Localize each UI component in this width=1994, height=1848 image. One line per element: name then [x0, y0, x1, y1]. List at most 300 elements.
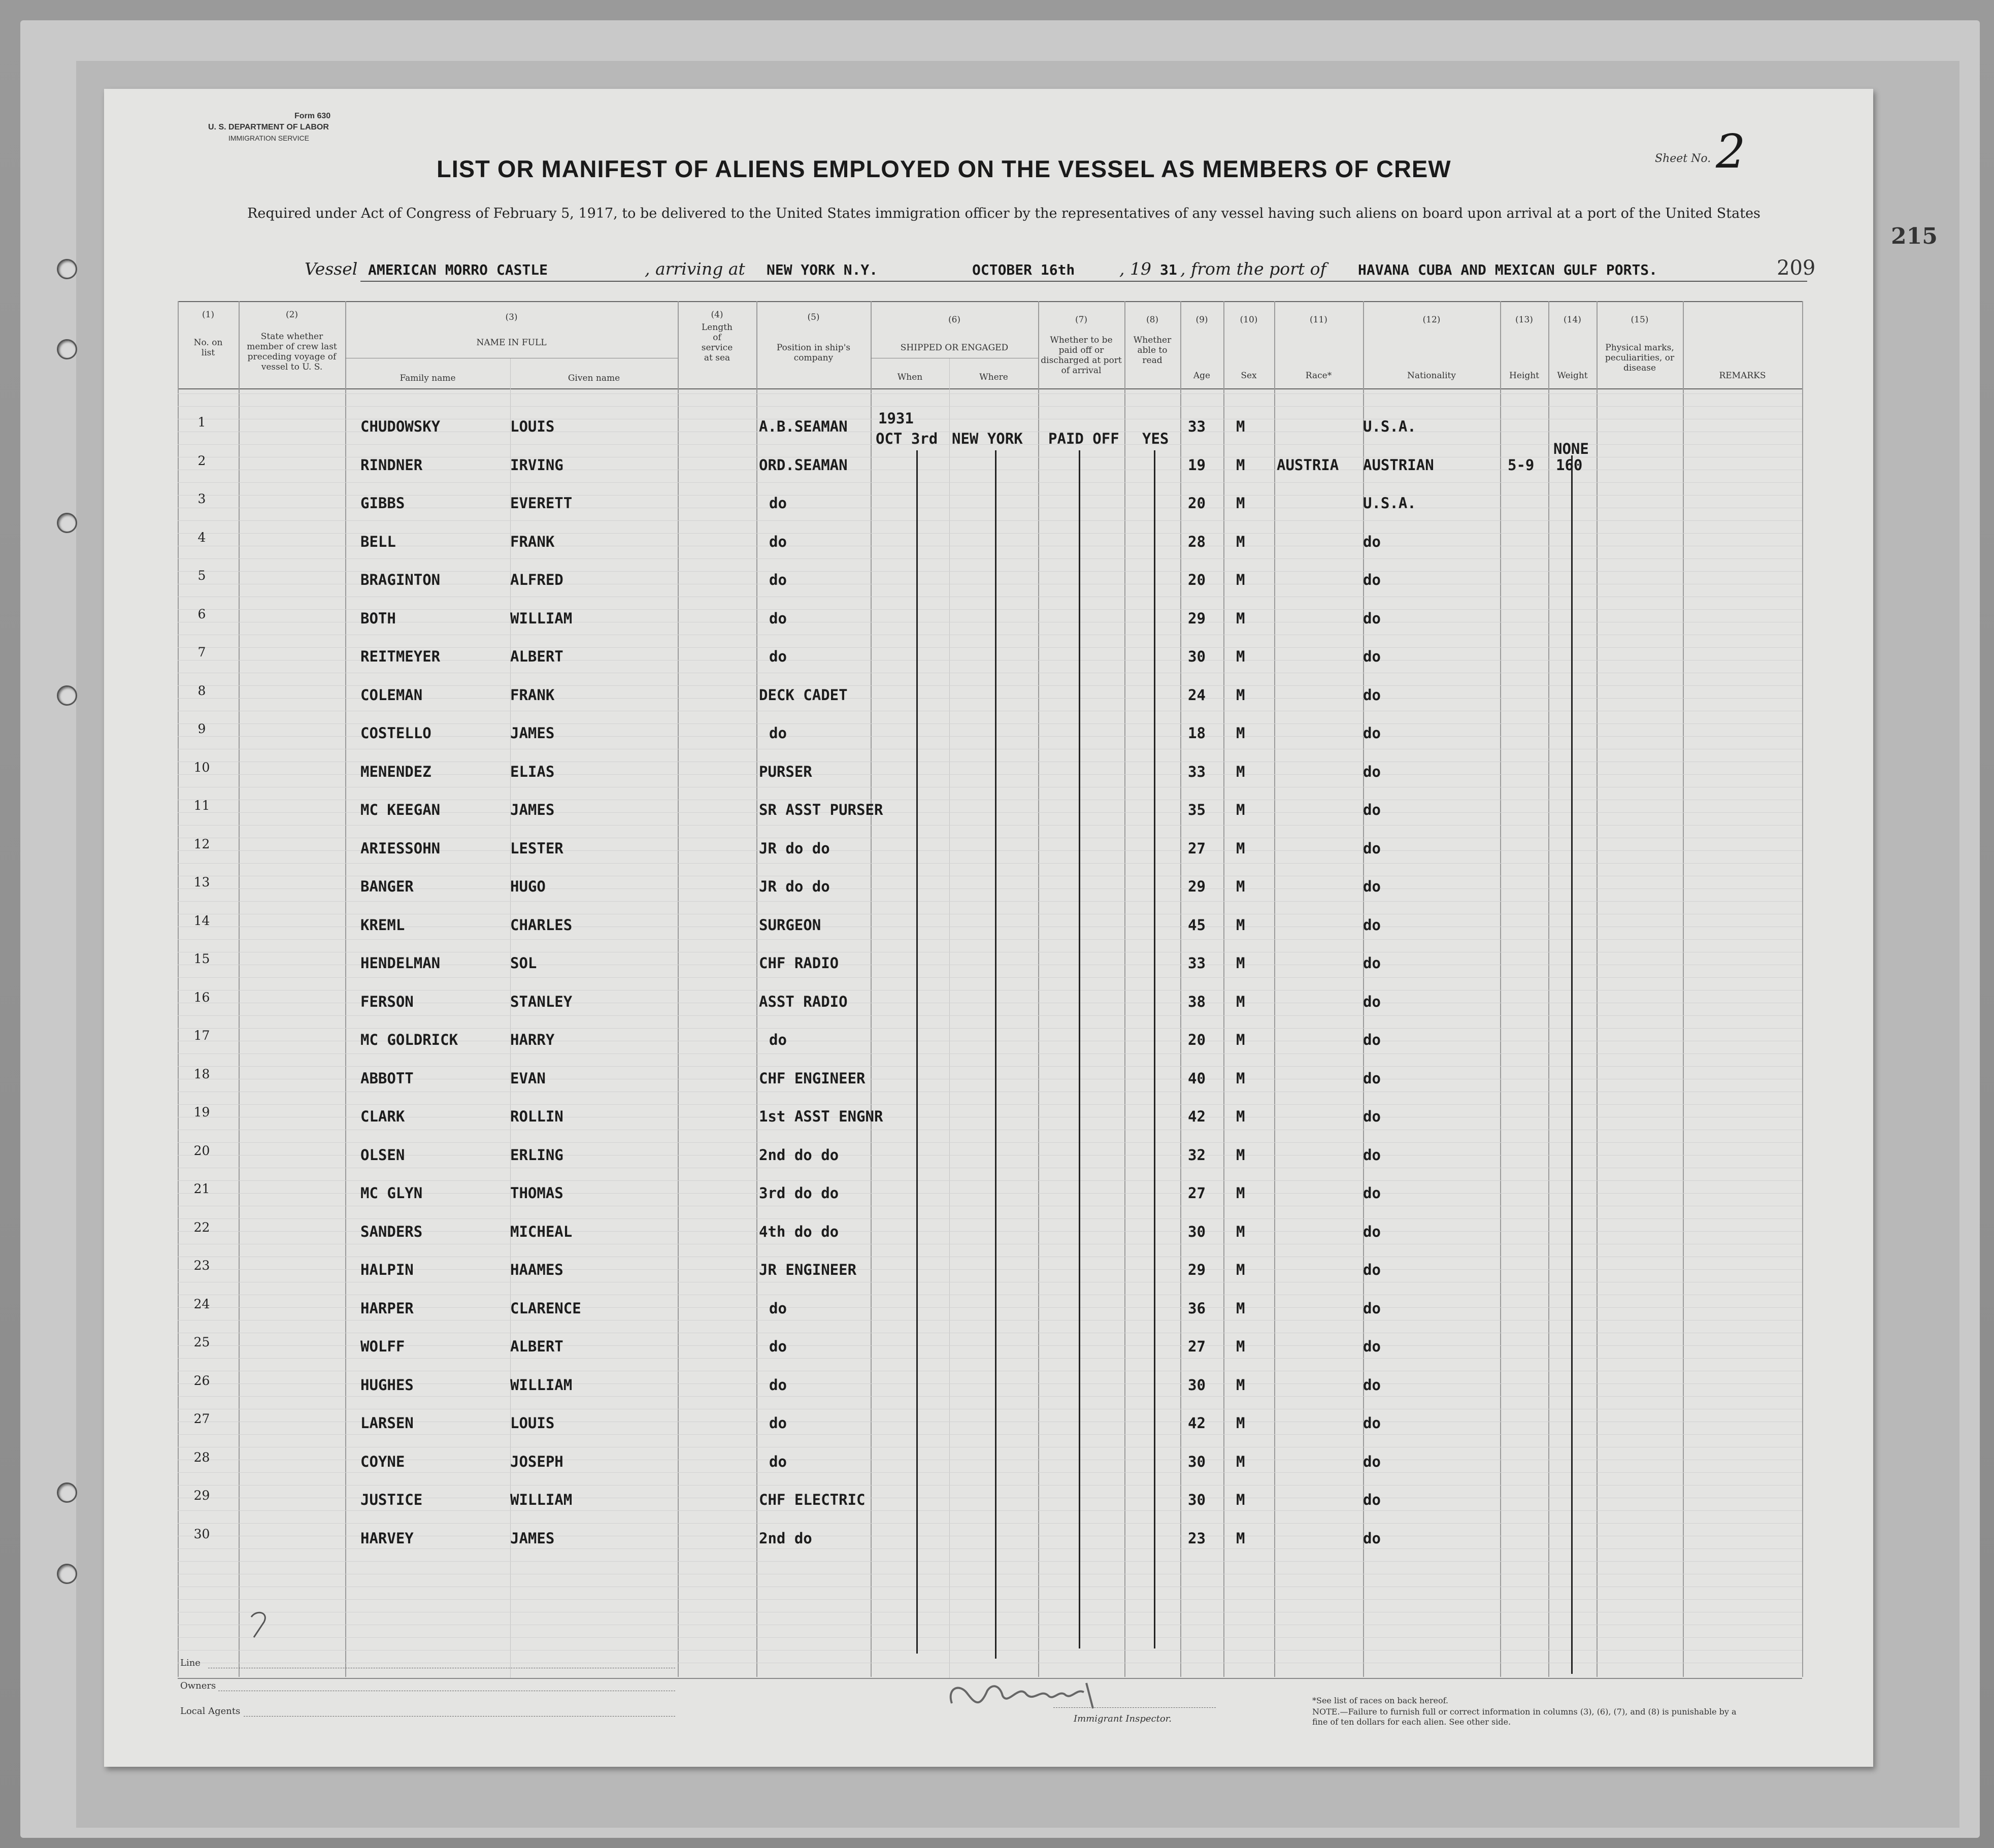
given-name: CLARENCE: [510, 1299, 581, 1317]
family-name: CHUDOWSKY: [360, 418, 441, 435]
family-name: WOLFF: [360, 1338, 405, 1355]
page-title: LIST OR MANIFEST OF ALIENS EMPLOYED ON THE VESSEL AS MEMBERS OF CREW: [437, 155, 1451, 182]
family-name: KREML: [360, 916, 405, 934]
nationality: do: [1363, 839, 1381, 857]
given-name: FRANK: [510, 686, 555, 704]
sex: M: [1236, 609, 1245, 627]
family-name: ABBOTT: [360, 1069, 414, 1087]
family-name: LARSEN: [360, 1414, 414, 1432]
nationality: do: [1363, 993, 1381, 1010]
sex: M: [1236, 916, 1245, 934]
given-name: WILLIAM: [510, 1491, 573, 1508]
position: do: [769, 1031, 787, 1048]
nationality: do: [1363, 954, 1381, 972]
sex: M: [1236, 1108, 1245, 1125]
col14-label: Weight: [1557, 371, 1588, 381]
col15-num: (15): [1631, 315, 1649, 325]
position: do: [769, 571, 787, 588]
row-number: 25: [193, 1335, 210, 1349]
col10-label: Sex: [1241, 371, 1257, 381]
table-row: [104, 950, 1873, 989]
col5-label: Position in ship's company: [776, 343, 851, 363]
col3-label: NAME IN FULL: [476, 338, 547, 348]
sex: M: [1236, 954, 1245, 972]
sex: M: [1236, 1299, 1245, 1317]
row-number: 28: [193, 1449, 210, 1465]
family-name: HENDELMAN: [360, 954, 441, 972]
row-number: 7: [197, 645, 206, 659]
row-number: 14: [193, 913, 210, 928]
table-row: [104, 567, 1873, 606]
table-row: [104, 644, 1873, 682]
sex: M: [1236, 839, 1245, 857]
nationality: do: [1363, 801, 1381, 818]
sex: M: [1236, 801, 1245, 818]
position: do: [769, 494, 787, 512]
arrival-date: OCTOBER 16th: [972, 261, 1075, 278]
shipped-year: 1931: [878, 410, 914, 427]
ledger-line: [178, 393, 1802, 394]
sex: M: [1236, 686, 1245, 704]
nationality: do: [1363, 1453, 1381, 1470]
position: do: [769, 724, 787, 742]
age: 20: [1188, 1031, 1206, 1048]
row-number: 8: [197, 683, 206, 698]
position: A.B.SEAMAN: [759, 418, 848, 435]
ledger-line: [178, 1650, 1802, 1651]
position: 2nd do: [759, 1529, 812, 1547]
family-name: HUGHES: [360, 1376, 414, 1394]
col10-num: (10): [1240, 315, 1258, 325]
table-row: [104, 720, 1873, 759]
nationality: do: [1363, 1146, 1381, 1164]
sex: M: [1236, 1223, 1245, 1240]
age: 36: [1188, 1299, 1206, 1317]
age: 24: [1188, 686, 1206, 704]
punch-hole: [57, 685, 77, 706]
sheet-number: 2: [1716, 124, 1746, 179]
given-name: CHARLES: [510, 916, 573, 934]
age: 27: [1188, 839, 1206, 857]
given-name: JAMES: [510, 1529, 555, 1547]
col15-label: Physical marks, peculiarities, or disease: [1605, 343, 1675, 373]
row-number: 12: [193, 836, 210, 851]
table-row: [104, 1487, 1873, 1526]
manifest-page: [104, 89, 1873, 1767]
table-row: [104, 1410, 1873, 1449]
table-row: [104, 1372, 1873, 1411]
position: do: [769, 1414, 787, 1432]
given-name: ALBERT: [510, 1338, 563, 1355]
family-name: HARPER: [360, 1299, 414, 1317]
col2-num: (2): [285, 310, 298, 320]
col12-num: (12): [1422, 315, 1441, 325]
row-number: 22: [193, 1219, 210, 1235]
position: CHF RADIO: [759, 954, 839, 972]
department-label: U. S. DEPARTMENT OF LABOR: [208, 123, 329, 131]
nationality: AUSTRIAN: [1363, 456, 1434, 474]
shipped-when: OCT 3rd: [876, 430, 938, 447]
nationality: U.S.A.: [1363, 418, 1416, 435]
col16-label: REMARKS: [1719, 371, 1766, 381]
table-row: [104, 1449, 1873, 1488]
row-number: 18: [193, 1066, 210, 1081]
age: 30: [1188, 1376, 1206, 1394]
table-row: [104, 1526, 1873, 1564]
row-number: 17: [193, 1028, 210, 1043]
sex: M: [1236, 1453, 1245, 1470]
col3-family: Family name: [400, 373, 456, 383]
col4-num: (4): [711, 310, 723, 320]
given-name: LOUIS: [510, 1414, 555, 1432]
from-label: , from the port of: [1180, 259, 1326, 279]
position: DECK CADET: [759, 686, 848, 704]
row-number: 3: [197, 491, 206, 506]
family-name: MC GOLDRICK: [360, 1031, 458, 1048]
given-name: WILLIAM: [510, 1376, 573, 1394]
table-row: [104, 797, 1873, 836]
nationality: do: [1363, 1031, 1381, 1048]
given-name: MICHEAL: [510, 1223, 573, 1240]
col7-label: Whether to be paid off or discharged at port of arrival: [1041, 335, 1122, 376]
given-name: EVAN: [510, 1069, 546, 1087]
sex: M: [1236, 494, 1245, 512]
age: 30: [1188, 1491, 1206, 1508]
age: 40: [1188, 1069, 1206, 1087]
col8-num: (8): [1146, 315, 1159, 325]
sex: M: [1236, 1414, 1245, 1432]
col5-num: (5): [807, 312, 820, 322]
position: JR do do: [759, 878, 830, 895]
sex: M: [1236, 533, 1245, 550]
sex: M: [1236, 1031, 1245, 1048]
vessel-underline: [360, 281, 1807, 282]
given-name: ALBERT: [510, 648, 563, 665]
col9-num: (9): [1195, 315, 1208, 325]
sex: M: [1236, 1338, 1245, 1355]
weight: 160: [1556, 456, 1583, 474]
table-row: [104, 1180, 1873, 1219]
sex: M: [1236, 571, 1245, 588]
family-name: BOTH: [360, 609, 396, 627]
col2-label: State whether member of crew last preceding voyage of vessel to U. S.: [247, 332, 337, 372]
arrival-port: NEW YORK N.Y.: [767, 261, 878, 278]
age: 18: [1188, 724, 1206, 742]
nationality: do: [1363, 1529, 1381, 1547]
table-row: [104, 836, 1873, 874]
nationality: do: [1363, 686, 1381, 704]
position: do: [769, 1338, 787, 1355]
table-row: [104, 759, 1873, 798]
age: 45: [1188, 916, 1206, 934]
col4-label: Length of service at sea: [701, 322, 733, 363]
position: 2nd do do: [759, 1146, 839, 1164]
row-number: 9: [197, 721, 206, 736]
age: 23: [1188, 1529, 1206, 1547]
arriving-label: , arriving at: [645, 259, 745, 279]
ledger-line: [178, 1637, 1802, 1638]
penalty-note: NOTE.—Failure to furnish full or correct information in columns (3), (6), (7), and (8) is punishable by a fine of ten dollars for each alien. See other side.: [1312, 1707, 1737, 1727]
nationality: do: [1363, 1184, 1381, 1202]
sex: M: [1236, 1184, 1245, 1202]
col12-label: Nationality: [1407, 371, 1456, 381]
col6-when: When: [897, 372, 923, 382]
service-label: IMMIGRATION SERVICE: [228, 134, 309, 142]
able-to-read: YES: [1142, 430, 1169, 447]
position: do: [769, 648, 787, 665]
row-number: 13: [193, 875, 210, 889]
given-name: ROLLIN: [510, 1108, 563, 1125]
family-name: BANGER: [360, 878, 414, 895]
given-name: LOUIS: [510, 418, 555, 435]
nationality: do: [1363, 1338, 1381, 1355]
row-number: 10: [193, 760, 210, 775]
age: 27: [1188, 1338, 1206, 1355]
position: SR ASST PURSER: [759, 801, 883, 818]
sex: M: [1236, 1261, 1245, 1278]
given-name: HAAMES: [510, 1261, 563, 1278]
row-number: 4: [197, 530, 206, 545]
age: 20: [1188, 571, 1206, 588]
nationality: do: [1363, 1261, 1381, 1278]
age: 29: [1188, 609, 1206, 627]
table-row: [104, 490, 1873, 529]
position: 4th do do: [759, 1223, 839, 1240]
col11-num: (11): [1310, 315, 1327, 325]
age: 28: [1188, 533, 1206, 550]
row-number: 15: [193, 951, 210, 966]
table-row: [104, 1334, 1873, 1372]
col13-label: Height: [1509, 371, 1539, 381]
given-name: EVERETT: [510, 494, 573, 512]
family-name: COLEMAN: [360, 686, 423, 704]
position: ASST RADIO: [759, 993, 848, 1010]
departure-port: HAVANA CUBA AND MEXICAN GULF PORTS.: [1358, 261, 1658, 278]
sex: M: [1236, 1069, 1245, 1087]
family-name: COSTELLO: [360, 724, 431, 742]
position: do: [769, 1453, 787, 1470]
sex: M: [1236, 878, 1245, 895]
position: 1st ASST ENGNR: [759, 1108, 883, 1125]
family-name: COYNE: [360, 1453, 405, 1470]
col14-num: (14): [1564, 315, 1581, 325]
family-name: MC KEEGAN: [360, 801, 441, 818]
owners-label: Owners: [180, 1680, 216, 1691]
table-row: [104, 912, 1873, 951]
nationality: do: [1363, 878, 1381, 895]
position: do: [769, 1376, 787, 1394]
col6-label: SHIPPED OR ENGAGED: [900, 343, 1009, 353]
family-name: MC GLYN: [360, 1184, 423, 1202]
table-row: [104, 1257, 1873, 1296]
family-name: RINDNER: [360, 456, 423, 474]
position: JR ENGINEER: [759, 1261, 857, 1278]
nationality: do: [1363, 1376, 1381, 1394]
year-prefix: , 19: [1119, 259, 1151, 279]
position: do: [769, 1299, 787, 1317]
nationality: do: [1363, 1491, 1381, 1508]
position: 3rd do do: [759, 1184, 839, 1202]
sex: M: [1236, 1491, 1245, 1508]
header-rule: [178, 388, 1802, 389]
col6-where: Where: [979, 372, 1008, 382]
given-name: IRVING: [510, 456, 563, 474]
ledger-line: [178, 406, 1802, 407]
sheet-label: Sheet No.: [1655, 152, 1711, 165]
age: 29: [1188, 878, 1206, 895]
family-name: BRAGINTON: [360, 571, 441, 588]
punch-hole: [57, 339, 77, 359]
nationality: do: [1363, 724, 1381, 742]
col1-num: (1): [202, 310, 215, 320]
nationality: do: [1363, 533, 1381, 550]
given-name: STANLEY: [510, 993, 573, 1010]
row-number: 11: [193, 798, 210, 813]
table-row: [104, 989, 1873, 1028]
nationality: do: [1363, 1108, 1381, 1125]
table-row: [104, 1104, 1873, 1142]
col7-num: (7): [1075, 315, 1088, 325]
punch-hole: [57, 1564, 77, 1584]
table-row: [104, 1219, 1873, 1258]
ledger-line: [178, 1599, 1802, 1600]
age: 30: [1188, 1223, 1206, 1240]
given-name: LESTER: [510, 839, 563, 857]
row-number: 26: [193, 1373, 210, 1388]
punch-hole: [57, 1482, 77, 1503]
given-name: HARRY: [510, 1031, 555, 1048]
sex: M: [1236, 724, 1245, 742]
row-number: 20: [193, 1143, 210, 1158]
given-name: ELIAS: [510, 763, 555, 780]
table-row: [104, 682, 1873, 721]
given-name: JOSEPH: [510, 1453, 563, 1470]
row-number: 23: [193, 1258, 210, 1273]
age: 33: [1188, 763, 1206, 780]
row-number: 5: [197, 568, 206, 583]
nationality: U.S.A.: [1363, 494, 1416, 512]
position: CHF ENGINEER: [759, 1069, 866, 1087]
age: 38: [1188, 993, 1206, 1010]
arrival-year: 31: [1160, 261, 1177, 278]
col3-num: (3): [505, 312, 518, 322]
position: do: [769, 609, 787, 627]
family-name: OLSEN: [360, 1146, 405, 1164]
age: 27: [1188, 1184, 1206, 1202]
position: PURSER: [759, 763, 812, 780]
col6-num: (6): [948, 315, 961, 325]
row-number: 30: [193, 1526, 210, 1541]
row-number: 19: [193, 1105, 210, 1119]
sex: M: [1236, 456, 1245, 474]
punch-hole: [57, 259, 77, 279]
agents-label: Local Agents: [180, 1706, 241, 1717]
nationality: do: [1363, 609, 1381, 627]
col1-label: No. on list: [193, 338, 223, 358]
age: 33: [1188, 418, 1206, 435]
agents-rule: [244, 1716, 675, 1717]
physical-marks: NONE: [1553, 440, 1589, 457]
sex: M: [1236, 648, 1245, 665]
age: 42: [1188, 1108, 1206, 1125]
family-name: BELL: [360, 533, 396, 550]
vessel-label: Vessel: [305, 259, 358, 279]
family-name: MENENDEZ: [360, 763, 431, 780]
table-row: [104, 414, 1873, 452]
given-name: WILLIAM: [510, 609, 573, 627]
given-name: JAMES: [510, 801, 555, 818]
given-name: SOL: [510, 954, 537, 972]
family-name: HALPIN: [360, 1261, 414, 1278]
age: 32: [1188, 1146, 1206, 1164]
position: ORD.SEAMAN: [759, 456, 848, 474]
table-row: [104, 529, 1873, 568]
table-row: [104, 452, 1873, 491]
vessel-name: AMERICAN MORRO CASTLE: [368, 261, 548, 278]
family-name: GIBBS: [360, 494, 405, 512]
age: 35: [1188, 801, 1206, 818]
table-row: [104, 874, 1873, 912]
age: 33: [1188, 954, 1206, 972]
position: SURGEON: [759, 916, 821, 934]
nationality: do: [1363, 763, 1381, 780]
form-number: Form 630: [294, 112, 331, 120]
sex: M: [1236, 1146, 1245, 1164]
height: 5-9: [1508, 456, 1535, 474]
given-name: FRANK: [510, 533, 555, 550]
row-number: 24: [193, 1296, 210, 1311]
family-name: REITMEYER: [360, 648, 441, 665]
given-name: THOMAS: [510, 1184, 563, 1202]
age: 20: [1188, 494, 1206, 512]
table-row: [104, 1027, 1873, 1066]
row-number: 16: [193, 989, 210, 1005]
row-number: 6: [197, 606, 206, 621]
age: 30: [1188, 1453, 1206, 1470]
family-name: SANDERS: [360, 1223, 423, 1240]
nationality: do: [1363, 571, 1381, 588]
family-name: FERSON: [360, 993, 414, 1010]
age: 30: [1188, 648, 1206, 665]
nationality: do: [1363, 648, 1381, 665]
col8-label: Whether able to read: [1133, 335, 1172, 366]
family-name: HARVEY: [360, 1529, 414, 1547]
family-name: CLARK: [360, 1108, 405, 1125]
row-number: 1: [197, 415, 206, 430]
paid-off: PAID OFF: [1048, 430, 1119, 447]
sex: M: [1236, 763, 1245, 780]
given-name: ALFRED: [510, 571, 563, 588]
row-number: 29: [193, 1488, 210, 1503]
side-number-right: 209: [1777, 256, 1816, 280]
col3-given: Given name: [568, 373, 620, 383]
given-name: HUGO: [510, 878, 546, 895]
col11-label: Race*: [1305, 371, 1332, 381]
sex: M: [1236, 418, 1245, 435]
shipped-where: NEW YORK: [952, 430, 1023, 447]
col9-label: Age: [1193, 371, 1211, 381]
side-number-top: 215: [1891, 223, 1938, 249]
table-row: [104, 1066, 1873, 1104]
nationality: do: [1363, 916, 1381, 934]
punch-hole: [57, 513, 77, 533]
age: 42: [1188, 1414, 1206, 1432]
races-note: *See list of races on back hereof.: [1312, 1696, 1449, 1705]
row-number: 21: [193, 1181, 210, 1196]
age: 19: [1188, 456, 1206, 474]
position: do: [769, 533, 787, 550]
family-name: JUSTICE: [360, 1491, 423, 1508]
